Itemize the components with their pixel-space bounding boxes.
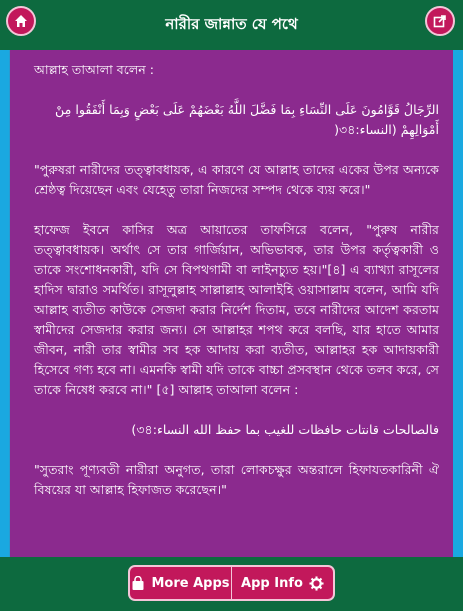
more-apps-button[interactable] [130, 567, 231, 599]
paragraph-1: আল্লাহ তাআলা বলেন : [34, 62, 154, 77]
app-info-label: App Info [241, 575, 303, 591]
paragraph-translation-1: "পুরুষরা নারীদের তত্ত্বাবধায়ক, এ কারণে যে আল্লাহ তাদের একের উপর অন্যকে শ্রেষ্ঠত্ব দিয়েছেন এবং যেহেতু তারা নিজদের সম্পদ থেকে ব্যয় করে।" [34, 162, 439, 197]
page-title: নারীর জান্নাত যে পথে [165, 15, 298, 33]
left-frame [0, 50, 9, 557]
more-apps-label: More Apps [151, 575, 230, 591]
app-info-button[interactable] [232, 567, 333, 599]
top-bar [0, 0, 463, 50]
right-frame [454, 50, 463, 557]
gear-icon [309, 576, 324, 591]
share-icon [433, 14, 447, 28]
footer-button-group [128, 565, 335, 601]
paragraph-tafsir: হাফেজ ইবনে কাসির অত্র আয়াতের তাফসিরে বলেন, "পুরুষ নারীর তত্ত্বাবধায়ক। অর্থাৎ সে তার গার্জিয়ান, অভিভাবক, তার উপর কর্তৃত্বকারী ও তাকে সংশোধনকারী, যদি সে বিপথগামী বা লাইনচ্যুত হয়।"[৪] এ ব্যাখ্যা রাসূলের হাদিস দ্বারাও সমর্থিত। রাসূলুল্লাহ সাল্লাল্লাহ আলাইহি ওয়াসাল্লাম বলেন, আমি যদি আল্লাহ ব্যতীত কাউকে সেজদা করার নির্দেশ দিতাম, তবে নারীদের আদেশ করতাম স্বামীদের সেজদার করার জন্য। সে আল্লাহর শপথ করে বলছি, যার হাতে আমার জীবন, নারী তার স্বামীর সব হক আদায় করা ব্যতীত, আল্লাহর হক আদায়কারী হিসেবে গণ্য হবে না। এমনকি স্বামী যদি তাকে বাচ্চা প্রসবস্থান থেকে তলব করে, সে তাকে নিষেধ করবে না।" [৫] আল্লাহ তাআলা বলেন : [34, 222, 439, 397]
arabic-verse-2: فالصالحات قانتات حافظات للغيب بما حفظ الله النساء:৩৪) [131, 422, 439, 437]
shopping-bag-icon [131, 576, 145, 591]
paragraph-translation-2: "সুতরাং পূণ্যবতী নারীরা অনুগত, তারা লোকচক্ষুর অন্তরালে হিফাযতকারিনী ঐ বিষয়ের যা আল্লাহ হিফাজত করেছেন।" [34, 462, 439, 497]
arabic-verse-1: الرِّجَالُ قَوَّامُونَ عَلَى النِّسَاءِ بِمَا فَضَّلَ اللَّهُ بَعْضَهُمْ عَلَى بَعْضٍ وَبِمَا أَنْفَقُوا مِنْ أَمْوَالِهِمْ (النساء:৩৪( [55, 102, 439, 137]
share-button[interactable] [425, 6, 455, 36]
article-content[interactable] [9, 50, 453, 557]
